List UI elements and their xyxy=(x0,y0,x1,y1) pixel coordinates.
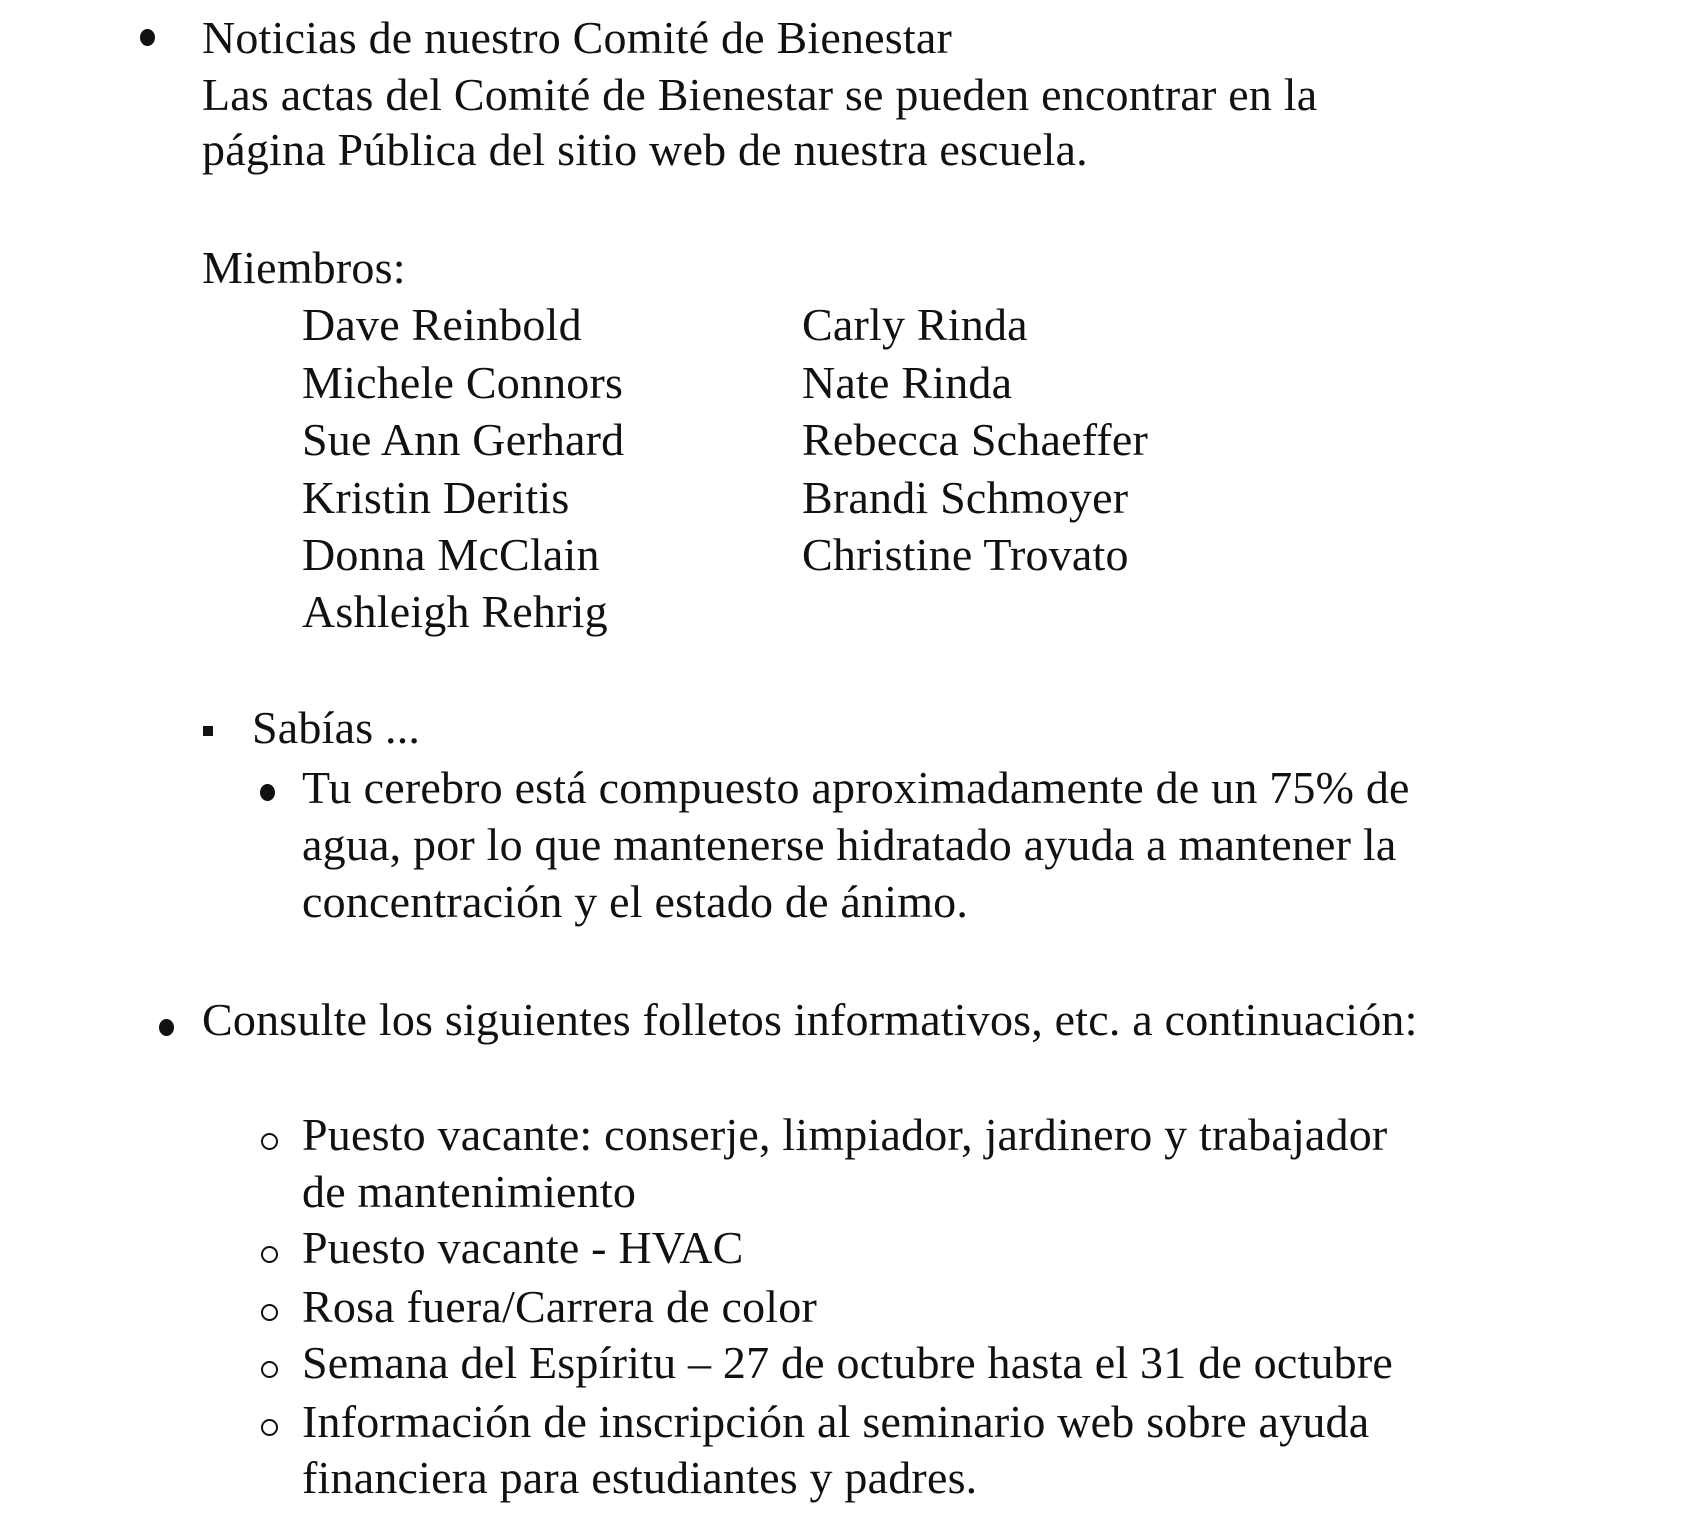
hollow-circle-bullet-icon xyxy=(261,1246,278,1263)
fact-line: Tu cerebro está compuesto aproximadamente de un 75% de xyxy=(302,762,1410,813)
member-name: Christine Trovato xyxy=(802,529,1129,580)
member-name: Rebecca Schaeffer xyxy=(802,414,1149,465)
flyer-item-text[interactable]: financiera para estudiantes y padres. xyxy=(302,1452,978,1503)
flyer-item-text[interactable]: Semana del Espíritu – 27 de octubre hasta el 31 de octubre xyxy=(302,1337,1393,1388)
flyer-item-text[interactable]: Información de inscripción al seminario web sobre ayuda xyxy=(302,1396,1370,1447)
filled-circle-bullet-icon xyxy=(159,1019,174,1036)
fact-line: concentración y el estado de ánimo. xyxy=(302,876,969,927)
wellness-heading: Noticias de nuestro Comité de Bienestar xyxy=(202,12,952,63)
flyer-item-text[interactable]: Puesto vacante - HVAC xyxy=(302,1222,744,1273)
filled-square-bullet-icon xyxy=(203,726,213,736)
member-name: Dave Reinbold xyxy=(302,299,582,350)
member-name: Sue Ann Gerhard xyxy=(302,414,625,465)
member-name: Kristin Deritis xyxy=(302,472,570,523)
member-name: Brandi Schmoyer xyxy=(802,472,1129,523)
flyer-item-text[interactable]: de mantenimiento xyxy=(302,1166,637,1217)
flyers-heading: Consulte los siguientes folletos informativos, etc. a continuación: xyxy=(202,994,1418,1045)
flyer-item-text[interactable]: Puesto vacante: conserje, limpiador, jardinero y trabajador xyxy=(302,1109,1388,1160)
filled-circle-bullet-icon xyxy=(140,29,155,46)
fact-line: agua, por lo que mantenerse hidratado ayuda a mantener la xyxy=(302,819,1397,870)
member-name: Donna McClain xyxy=(302,529,600,580)
member-name: Michele Connors xyxy=(302,357,624,408)
hollow-circle-bullet-icon xyxy=(261,1133,278,1150)
hollow-circle-bullet-icon xyxy=(261,1419,278,1436)
member-name: Ashleigh Rehrig xyxy=(302,586,608,637)
filled-circle-bullet-icon xyxy=(260,784,275,801)
member-name: Nate Rinda xyxy=(802,357,1013,408)
hollow-circle-bullet-icon xyxy=(261,1304,278,1321)
members-label: Miembros: xyxy=(202,242,406,293)
wellness-description-line: página Pública del sitio web de nuestra escuela. xyxy=(202,124,1088,175)
member-name: Carly Rinda xyxy=(802,299,1028,350)
did-you-know-label: Sabías ... xyxy=(252,702,421,753)
flyer-item-text[interactable]: Rosa fuera/Carrera de color xyxy=(302,1281,817,1332)
wellness-description-line: Las actas del Comité de Bienestar se pueden encontrar en la xyxy=(202,69,1318,120)
hollow-circle-bullet-icon xyxy=(261,1361,278,1378)
